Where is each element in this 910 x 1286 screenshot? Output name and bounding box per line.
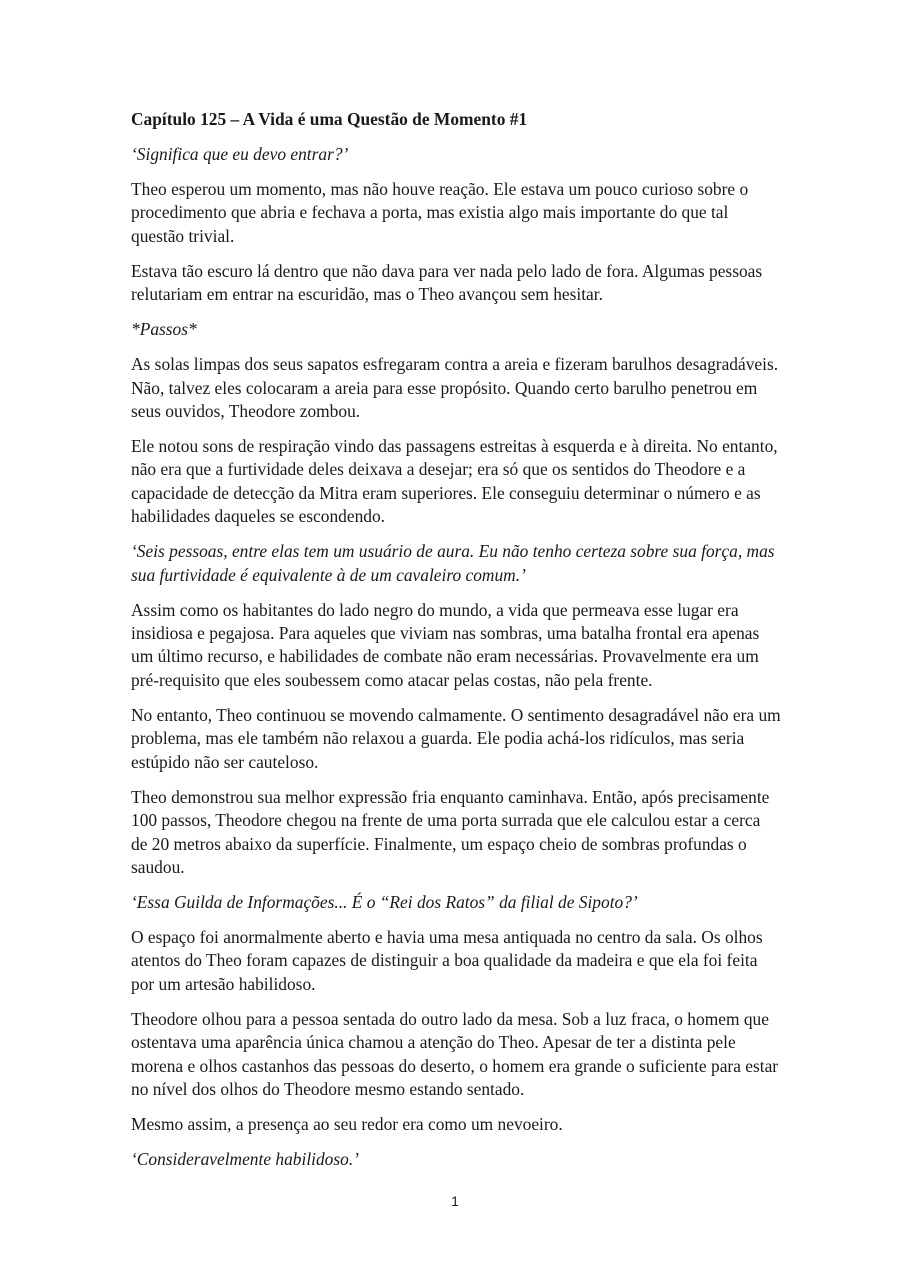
- paragraph: Theo esperou um momento, mas não houve reação. Ele estava um pouco curioso sobre o procedimento que abria e fechava a porta, mas existia algo mais importante do que tal questão trivial.: [131, 179, 749, 246]
- paragraph: Theo demonstrou sua melhor expressão fria enquanto caminhava. Então, após precisamente 100 passos, Theodore chegou na frente de uma porta surrada que ele calculou estar a cerca de 20 metros abaixo da superfície. Finalmente, um espaço cheio de sombras profundas o saudou.: [131, 786, 770, 877]
- paragraph: ‘Seis pessoas, entre elas tem um usuário de aura. Eu não tenho certeza sobre sua força, mas sua furtividade é equivalente à de um cavaleiro comum.’: [131, 541, 775, 585]
- paragraph: No entanto, Theo continuou se movendo calmamente. O sentimento desagradável não era um problema, mas ele também não relaxou a guarda. Ele podia achá-los ridículos, mas seria estúpido não ser cauteloso.: [131, 704, 781, 772]
- paragraph: As solas limpas dos seus sapatos esfregaram contra a areia e fizeram barulhos desagradáveis. Não, talvez eles colocaram a areia para esse propósito. Quando certo barulho penetrou em seus ouvidos, Theodore zombou.: [131, 354, 779, 422]
- chapter-title: Capítulo 125 – A Vida é uma Questão de Momento #1: [131, 109, 528, 129]
- paragraph: O espaço foi anormalmente aberto e havia uma mesa antiquada no centro da sala. Os olhos atentos do Theo foram capazes de distinguir a boa qualidade da madeira e que ela foi feita por um artesão habilidoso.: [131, 926, 763, 994]
- paragraph: ‘Consideravelmente habilidoso.’: [131, 1148, 359, 1169]
- paragraph: Mesmo assim, a presença ao seu redor era como um nevoeiro.: [131, 1113, 563, 1134]
- paragraph: ‘Essa Guilda de Informações... É o “Rei dos Ratos” da filial de Sipoto?’: [131, 891, 638, 912]
- paragraph: *Passos*: [131, 319, 197, 340]
- page-number: 1: [451, 1193, 459, 1209]
- paragraph: ‘Significa que eu devo entrar?’: [131, 144, 349, 164]
- paragraph: Theodore olhou para a pessoa sentada do outro lado da mesa. Sob a luz fraca, o homem que ostentava uma aparência única chamou a atenção do Theo. Apesar de ter a distinta pele morena e olhos castanhos das pessoas do deserto, o homem era grande o suficiente para estar no nível dos olhos do Theodore mesmo estando sentado.: [131, 1008, 779, 1099]
- paragraph: Ele notou sons de respiração vindo das passagens estreitas à esquerda e à direita. No entanto, não era que a furtividade deles deixava a desejar; era só que os sentidos do Theodore e a capacidade de detecção da Mitra eram superiores. Ele conseguiu determinar o número e as habilidades daqueles se escondendo.: [131, 436, 778, 527]
- paragraph: Estava tão escuro lá dentro que não dava para ver nada pelo lado de fora. Algumas pessoas relutariam em entrar na escuridão, mas o Theo avançou sem hesitar.: [131, 260, 763, 305]
- paragraph: Assim como os habitantes do lado negro do mundo, a vida que permeava esse lugar era insidiosa e pegajosa. Para aqueles que viviam nas sombras, uma batalha frontal era apenas um último recurso, e habilidades de combate não eram necessárias. Provavelmente era um pré-requisito que eles soubessem como atacar pelas costas, não pela frente.: [131, 599, 760, 690]
- document-body: [131, 108, 781, 1183]
